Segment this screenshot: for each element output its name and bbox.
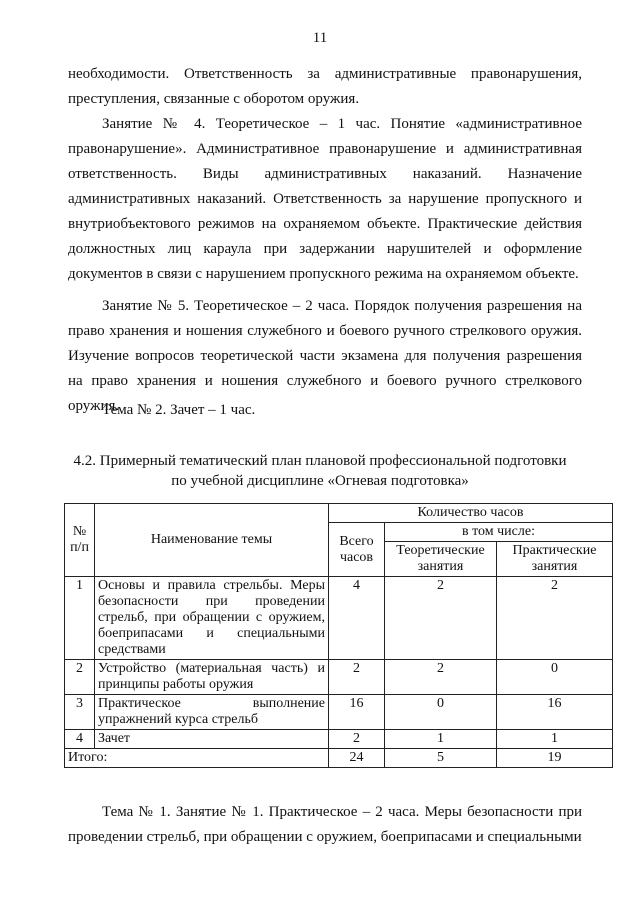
paragraph-topic-2 [68, 398, 582, 423]
table-total-row [65, 749, 613, 768]
row-practice: 2 [497, 577, 613, 660]
row-practice: 0 [497, 660, 613, 695]
row-topic: Практическое выполнение упражнений курса стрельб [95, 695, 329, 730]
row-practice: 16 [497, 695, 613, 730]
paragraph-text: Тема № 1. Занятие № 1. Практическое – 2 часа. Меры безопасности при проведении стрельб, при обращении с оружием, боеприпасами и специальными [68, 804, 582, 845]
total-theory: 5 [385, 749, 497, 768]
table-row [65, 695, 613, 730]
row-topic: Основы и правила стрельбы. Меры безопасности при проведении стрельб, при обращении с оружием, боеприпасами и специальными средствами [95, 577, 329, 660]
table-row [65, 730, 613, 749]
header-theory: Теоретические занятия [385, 542, 497, 577]
row-theory: 0 [385, 695, 497, 730]
header-including: в том числе: [385, 523, 613, 542]
total-label: Итого: [65, 749, 329, 768]
header-practice: Практические занятия [497, 542, 613, 577]
table-header-row [65, 504, 613, 523]
row-num: 2 [65, 660, 95, 695]
row-topic: Зачет [95, 730, 329, 749]
row-theory: 2 [385, 660, 497, 695]
row-theory: 2 [385, 577, 497, 660]
paragraph-continuation [68, 62, 582, 112]
paragraph-text: Занятие № 4. Теоретическое – 1 час. Понятие «административное правонарушение». Административное правонарушение и административная ответственность. Виды административных наказаний. Назначение административных наказаний. Ответственность за нарушение пропускного и внутриобъектового режимов на охраняемом объекте. Практические действия должностных лиц караула при задержании нарушителей и оформление документов в связи с нарушением пропускного режима на охраняемом объекте. [68, 116, 582, 282]
paragraph-lesson-4 [68, 112, 582, 287]
table-caption [40, 451, 600, 491]
row-num: 3 [65, 695, 95, 730]
header-num: № п/п [65, 504, 95, 577]
row-num: 4 [65, 730, 95, 749]
row-total: 4 [329, 577, 385, 660]
row-practice: 1 [497, 730, 613, 749]
thematic-plan-table [64, 503, 613, 768]
paragraph-text: Тема № 2. Зачет – 1 час. [102, 402, 256, 418]
row-total: 2 [329, 730, 385, 749]
header-topic: Наименование темы [95, 504, 329, 577]
header-hours: Количество часов [329, 504, 613, 523]
table-row [65, 577, 613, 660]
page-number: 11 [312, 30, 328, 46]
total-hours: 24 [329, 749, 385, 768]
table-caption-line-1: 4.2. Примерный тематический план плановой профессиональной подготовки [73, 453, 567, 469]
row-num: 1 [65, 577, 95, 660]
row-theory: 1 [385, 730, 497, 749]
paragraph-text: Занятие № 5. Теоретическое – 2 часа. Порядок получения разрешения на право хранения и ношения служебного и боевого ручного стрелкового оружия. Изучение вопросов теоретической части экзамена для получения разрешения на право хранения и ношения служебного и боевого ручного стрелкового оружия. [68, 298, 582, 414]
row-total: 16 [329, 695, 385, 730]
paragraph-text: необходимости. Ответственность за административные правонарушения, преступления, связанные с оборотом оружия. [68, 66, 582, 107]
table-caption-line-2: по учебной дисциплине «Огневая подготовка» [171, 473, 469, 489]
row-topic: Устройство (материальная часть) и принципы работы оружия [95, 660, 329, 695]
total-practice: 19 [497, 749, 613, 768]
paragraph-topic-1 [68, 800, 582, 850]
row-total: 2 [329, 660, 385, 695]
header-total: Всего часов [329, 523, 385, 577]
table-row [65, 660, 613, 695]
